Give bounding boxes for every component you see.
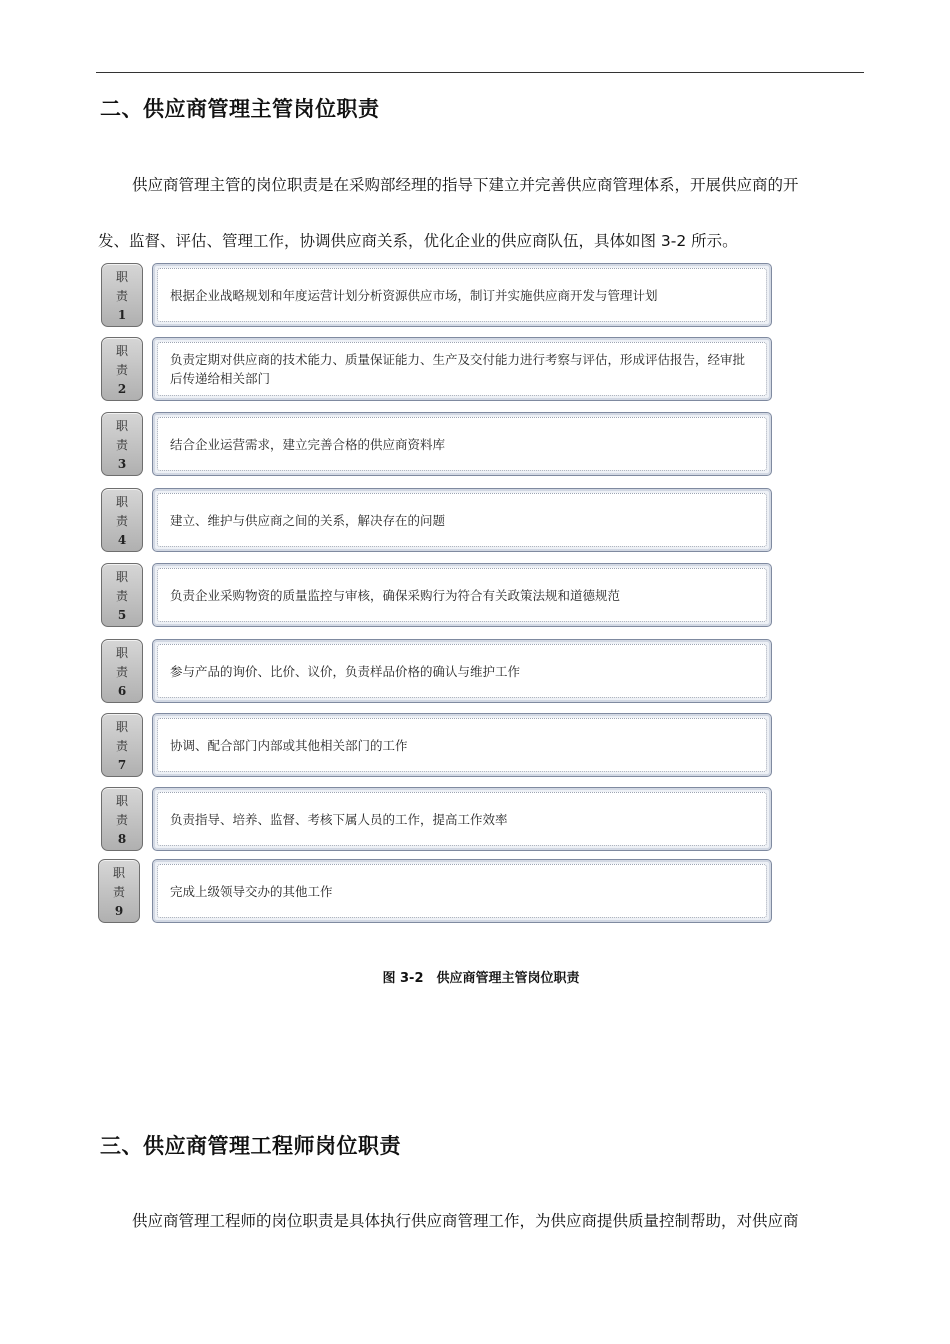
duty-tab: 职 责 4 <box>101 488 143 552</box>
duty-tab: 职 责 2 <box>101 337 143 401</box>
duty-text: 负责定期对供应商的技术能力、质量保证能力、生产及交付能力进行考察与评估，形成评估报告，经审批后传递给相关部门 <box>157 342 767 396</box>
duty-box <box>152 859 772 923</box>
figure-caption: 图 3-2 供应商管理主管岗位职责 <box>382 971 580 986</box>
top-rule <box>96 72 864 73</box>
section2-intro <box>98 157 868 269</box>
section2-heading: 二、供应商管理主管岗位职责 <box>100 97 380 121</box>
section3-heading: 三、供应商管理工程师岗位职责 <box>100 1134 401 1158</box>
duty-box <box>152 639 772 703</box>
duty-text: 负责指导、培养、监督、考核下属人员的工作，提高工作效率 <box>157 792 767 846</box>
duty-text: 协调、配合部门内部或其他相关部门的工作 <box>157 718 767 772</box>
duty-tab: 职 责 9 <box>98 859 140 923</box>
duty-text: 建立、维护与供应商之间的关系，解决存在的问题 <box>157 493 767 547</box>
duty-box <box>152 412 772 476</box>
duty-text: 参与产品的询价、比价、议价，负责样品价格的确认与维护工作 <box>157 644 767 698</box>
duty-tab: 职 责 3 <box>101 412 143 476</box>
duty-tab: 职 责 6 <box>101 639 143 703</box>
intro-line: 供应商管理工程师的岗位职责是具体执行供应商管理工作，为供应商提供质量控制帮助，对供应商 <box>132 1212 799 1230</box>
duty-text: 完成上级领导交办的其他工作 <box>157 864 767 918</box>
intro-line: 发、监督、评估、管理工作，协调供应商关系，优化企业的供应商队伍，具体如图 3-2 所示。 <box>98 232 738 250</box>
duty-box <box>152 787 772 851</box>
duty-tab: 职 责 8 <box>101 787 143 851</box>
duty-tab: 职 责 5 <box>101 563 143 627</box>
duty-box <box>152 713 772 777</box>
duty-tab: 职 责 7 <box>101 713 143 777</box>
section3-intro <box>98 1193 868 1249</box>
duty-text: 根据企业战略规划和年度运营计划分析资源供应市场，制订并实施供应商开发与管理计划 <box>157 268 767 322</box>
duty-text: 负责企业采购物资的质量监控与审核，确保采购行为符合有关政策法规和道德规范 <box>157 568 767 622</box>
duty-tab: 职 责 1 <box>101 263 143 327</box>
intro-line: 供应商管理主管的岗位职责是在采购部经理的指导下建立并完善供应商管理体系，开展供应商的开 <box>132 176 799 194</box>
duty-box <box>152 563 772 627</box>
duty-box <box>152 488 772 552</box>
duty-box <box>152 263 772 327</box>
duty-box <box>152 337 772 401</box>
duty-text: 结合企业运营需求，建立完善合格的供应商资料库 <box>157 417 767 471</box>
